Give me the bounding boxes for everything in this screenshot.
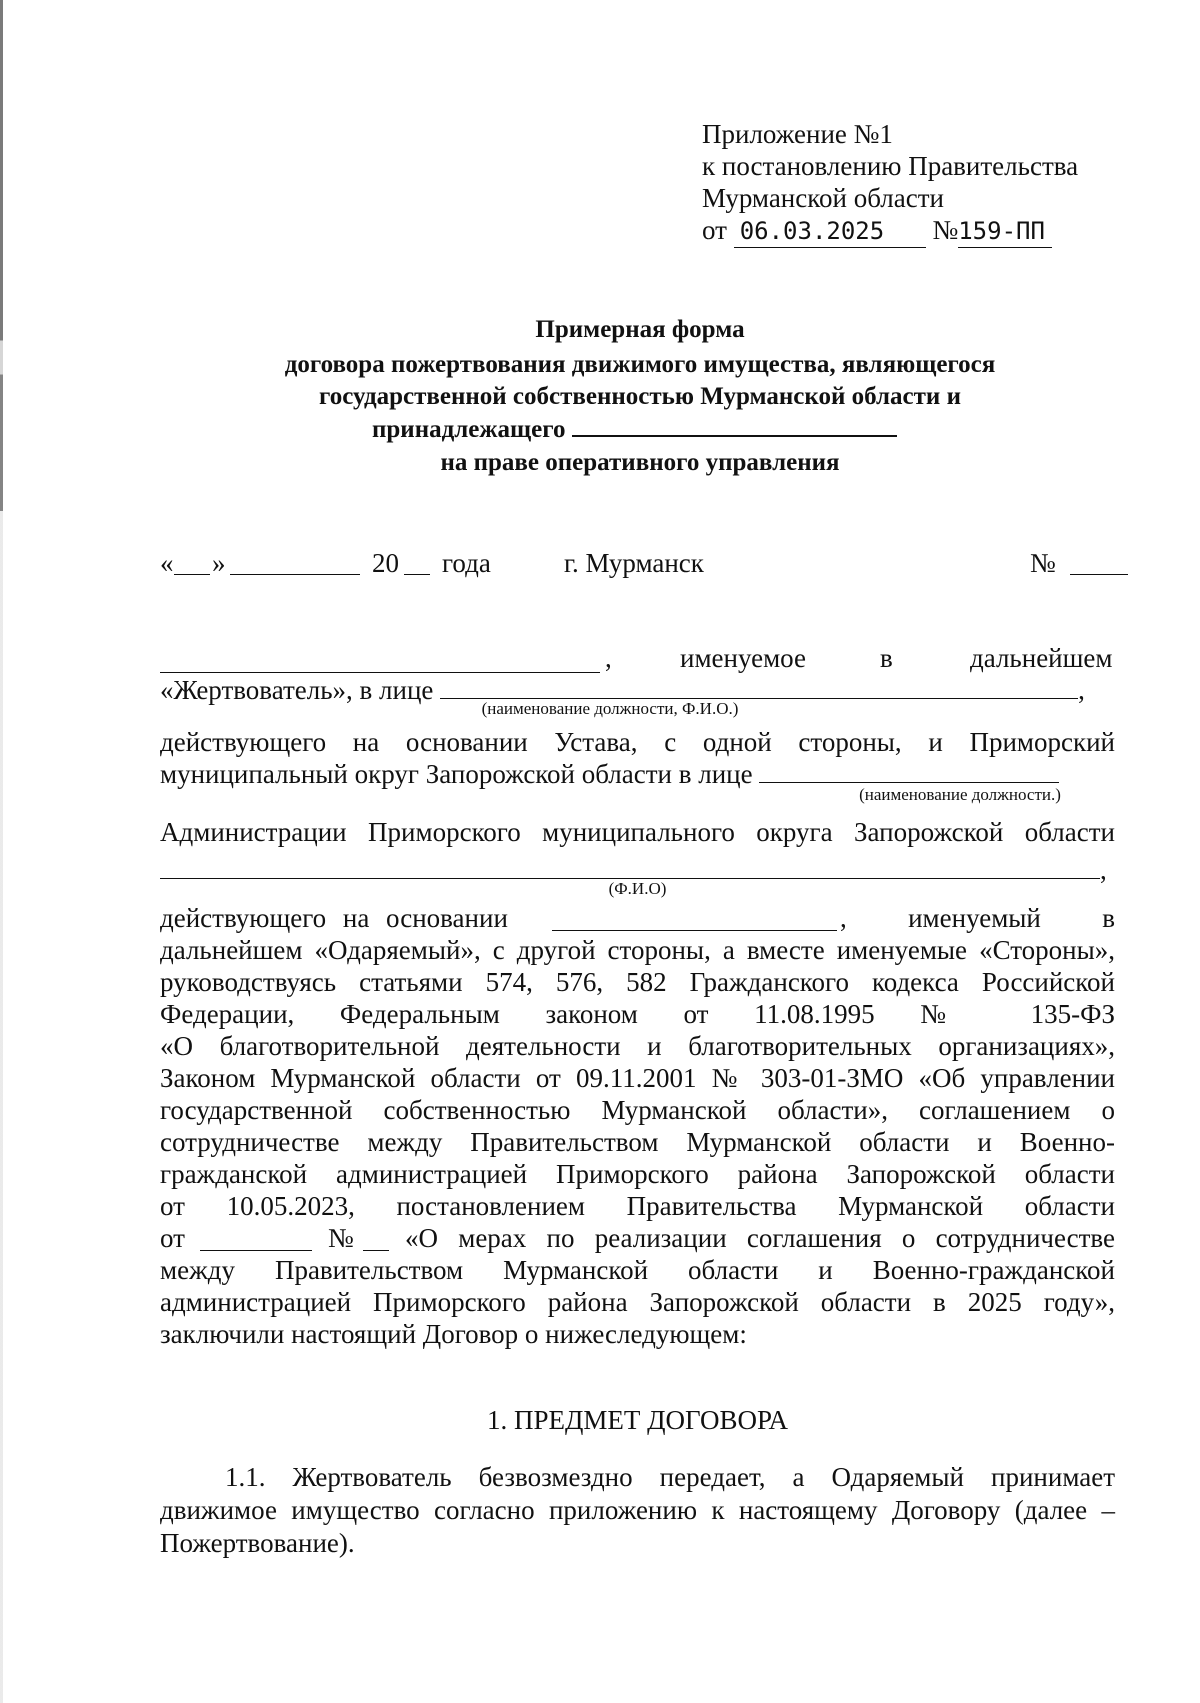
appendix-line-3: Мурманской области	[702, 183, 944, 213]
comma: ,	[1078, 675, 1085, 705]
caption-position: (наименование должности.)	[859, 785, 1061, 804]
body-line-16: от 10.05.2023, постановлением Правительства Мурманской области	[160, 1191, 1115, 1221]
recipient-fio-blank	[160, 854, 1100, 879]
named-as: , именуемый в	[840, 903, 1115, 933]
month-blank	[230, 550, 360, 575]
resolution-date: 06.03.2025	[734, 215, 926, 248]
section-heading: 1. ПРЕДМЕТ ДОГОВОРА	[486, 1405, 789, 1435]
caption-position-name: (наименование должности, Ф.И.О.)	[481, 699, 739, 718]
body-line-8: дальнейшем «Одаряемый», с другой стороны, а вместе именуемые «Стороны»,	[160, 935, 1115, 965]
resolution-number-blank	[363, 1226, 389, 1251]
scan-edge-artifact	[0, 0, 3, 1703]
number-label: №	[932, 215, 959, 245]
appendix-block	[702, 118, 1078, 248]
institution-blank	[572, 413, 897, 437]
number-label: №	[328, 1223, 354, 1253]
word-named: именуемое	[680, 643, 806, 673]
body-line-5: Администрации Приморского муниципального округа Запорожской области	[160, 817, 1115, 847]
body-line-3: действующего на основании Устава, с одной стороны, и Приморский	[160, 727, 1115, 757]
quote-open: «	[160, 548, 174, 578]
body-line-7	[160, 902, 1115, 934]
body-line-9: руководствуясь статьями 574, 576, 582 Гражданского кодекса Российской	[160, 967, 1115, 997]
resolution-date-blank	[200, 1226, 312, 1251]
comma: ,	[1100, 855, 1107, 885]
title-line-2: договора пожертвования движимого имущества, являющегося	[284, 351, 996, 378]
body-line-10: Федерации, Федеральным законом от 11.08.1995 № 135-ФЗ	[160, 999, 1115, 1029]
recipient-label: муниципальный округ Запорожской области в лице	[160, 759, 753, 789]
year-prefix: 20	[372, 548, 399, 578]
body-line-11: «О благотворительной деятельности и благотворительных организациях»,	[160, 1031, 1115, 1061]
title-line-3: государственной собственностью Мурманской области и	[319, 383, 961, 410]
body-line-13: государственной собственностью Мурманской области», соглашением о	[160, 1095, 1115, 1125]
preamble	[160, 642, 1115, 1350]
day-blank	[174, 550, 210, 575]
quote-close: »	[212, 548, 226, 578]
year-suffix: года	[442, 548, 491, 578]
donor-name-blank	[160, 648, 600, 673]
caption-fio: (Ф.И.О)	[608, 879, 667, 898]
body-line-1	[160, 642, 1115, 674]
appendix-date-line	[702, 214, 1078, 248]
title-line-4	[372, 413, 932, 445]
from-label: от	[702, 215, 727, 245]
title-line-4-text: принадлежащего	[372, 416, 566, 443]
city: г. Мурманск	[564, 548, 704, 578]
resolution-number: 159-ПП	[958, 215, 1052, 248]
word-in: в	[880, 643, 893, 673]
recipient-position-blank	[759, 758, 1059, 783]
body-line-12: Законом Мурманской области от 09.11.2001 № 303-01-ЗМО «Об управлении	[160, 1063, 1115, 1093]
body-line-15: гражданской администрацией Приморского района Запорожской области	[160, 1159, 1115, 1189]
contract-date-line	[160, 548, 1115, 582]
clause-1-1: 1.1. Жертвователь безвозмездно передает, а Одаряемый принимает движимое имущество согласно приложению к настоящему Договору (далее – Пожертвование).	[160, 1462, 1115, 1558]
body-line-17	[160, 1222, 1115, 1254]
body-line-19: администрацией Приморского района Запорожской области в 2025 году»,	[160, 1287, 1115, 1317]
word-further: дальнейшем	[970, 643, 1113, 673]
basis-document-blank	[552, 906, 837, 931]
resolution-title: «О мерах по реализации соглашения о сотрудничестве	[405, 1223, 1115, 1253]
donor-label: «Жертвователь», в лице	[160, 675, 434, 705]
year-blank	[404, 550, 430, 575]
title-line-5: на праве оперативного управления	[440, 449, 840, 476]
title-line-1: Примерная форма	[535, 316, 745, 343]
donor-representative-blank	[440, 674, 1078, 699]
body-line-14: сотрудничестве между Правительством Мурманской области и Военно-	[160, 1127, 1115, 1157]
appendix-line-2: к постановлению Правительства	[702, 151, 1079, 181]
comma: ,	[605, 643, 612, 673]
from-label: от	[160, 1223, 185, 1253]
contract-number-blank	[1070, 550, 1128, 575]
body-line-18: между Правительством Мурманской области и Военно-гражданской	[160, 1255, 1115, 1285]
acting-on-basis: действующего на основании	[160, 903, 508, 933]
body-line-20: заключили настоящий Договор о нижеследующем:	[160, 1319, 747, 1349]
contract-number-label: №	[1030, 548, 1056, 578]
appendix-line-1: Приложение №1	[702, 119, 893, 149]
